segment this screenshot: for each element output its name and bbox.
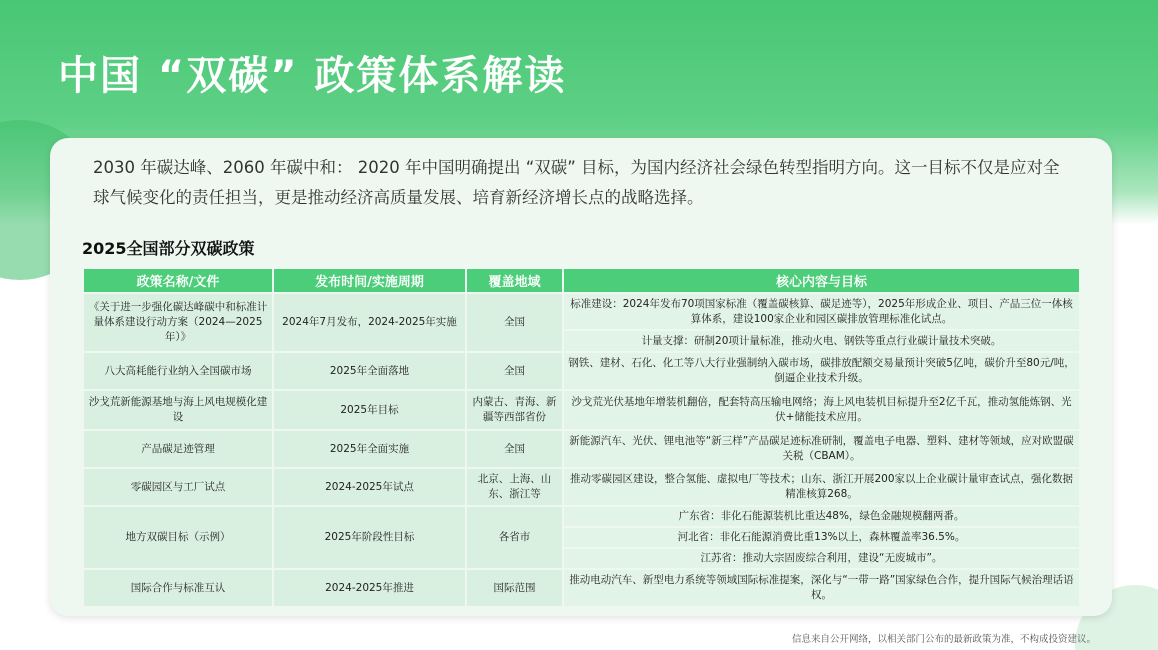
table-row bbox=[84, 431, 1079, 467]
policy-name-cell: 沙戈荒新能源基地与海上风电规模化建设 bbox=[84, 391, 272, 429]
column-header: 发布时间/实施周期 bbox=[274, 269, 465, 292]
table-title: 2025全国部分双碳政策 bbox=[82, 239, 255, 258]
policy-region-cell: 全国 bbox=[467, 353, 562, 389]
policy-content-cell: 推动零碳园区建设，整合氢能、虚拟电厂等技术；山东、浙江开展200家以上企业碳计量审查试点，强化数据精准核算268。 bbox=[564, 469, 1079, 505]
policy-name-cell: 零碳园区与工厂试点 bbox=[84, 469, 272, 505]
policy-time-cell: 2025年目标 bbox=[274, 391, 465, 429]
intro-paragraph: 2030 年碳达峰、2060 年碳中和： 2020 年中国明确提出 “双碳” 目标，为国内经济社会绿色转型指明方向。这一目标不仅是应对全球气候变化的责任担当，更是推动经济高质量发展、培育新经济增长点的战略选择。 bbox=[93, 158, 1060, 207]
policy-name-cell: 地方双碳目标（示例） bbox=[84, 507, 272, 568]
table-row bbox=[84, 294, 1079, 329]
policy-region-cell: 内蒙古、青海、新疆等西部省份 bbox=[467, 391, 562, 429]
policy-content-cell: 沙戈荒光伏基地年增装机翻倍，配套特高压输电网络；海上风电装机目标提升至2亿千瓦，推动氢能炼钢、光伏+储能技术应用。 bbox=[564, 391, 1079, 429]
table-row bbox=[84, 469, 1079, 505]
table-header-row bbox=[84, 269, 1079, 292]
policy-name-cell: 《关于进一步强化碳达峰碳中和标准计量体系建设行动方案（2024—2025年）》 bbox=[84, 294, 272, 351]
policy-name-cell: 国际合作与标准互认 bbox=[84, 570, 272, 606]
policy-content-cell: 标准建设：2024年发布70项国家标准（覆盖碳核算、碳足迹等），2025年形成企业、项目、产品三位一体核算体系，建设100家企业和园区碳排放管理标准化试点。 bbox=[564, 294, 1079, 329]
policy-time-cell: 2024-2025年推进 bbox=[274, 570, 465, 606]
column-header: 覆盖地域 bbox=[467, 269, 562, 292]
policy-time-cell: 2024年7月发布，2024-2025年实施 bbox=[274, 294, 465, 351]
policy-region-cell: 国际范围 bbox=[467, 570, 562, 606]
policy-time-cell: 2024-2025年试点 bbox=[274, 469, 465, 505]
policy-content-cell: 新能源汽车、光伏、锂电池等“新三样”产品碳足迹标准研制，覆盖电子电器、塑料、建材等领域，应对欧盟碳关税（CBAM）。 bbox=[564, 431, 1079, 467]
policy-name-cell: 八大高耗能行业纳入全国碳市场 bbox=[84, 353, 272, 389]
policy-table bbox=[82, 267, 1081, 608]
policy-content-cell: 推动电动汽车、新型电力系统等领域国际标准提案，深化与“一带一路”国家绿色合作，提升国际气候治理话语权。 bbox=[564, 570, 1079, 606]
policy-content-cell: 江苏省：推动大宗固废综合利用，建设“无废城市”。 bbox=[564, 549, 1079, 568]
column-header: 核心内容与目标 bbox=[564, 269, 1079, 292]
table-row bbox=[84, 353, 1079, 389]
policy-time-cell: 2025年全面实施 bbox=[274, 431, 465, 467]
footnote: 信息来自公开网络，以相关部门公布的最新政策为准，不构成投资建议。 bbox=[791, 634, 1096, 645]
policy-time-cell: 2025年全面落地 bbox=[274, 353, 465, 389]
table-row bbox=[84, 507, 1079, 526]
policy-region-cell: 各省市 bbox=[467, 507, 562, 568]
policy-content-cell: 广东省：非化石能源装机比重达48%，绿色金融规模翻两番。 bbox=[564, 507, 1079, 526]
policy-content-cell: 钢铁、建材、石化、化工等八大行业强制纳入碳市场，碳排放配额交易量预计突破5亿吨，碳价升至80元/吨，倒逼企业技术升级。 bbox=[564, 353, 1079, 389]
table-row bbox=[84, 570, 1079, 606]
table-row bbox=[84, 391, 1079, 429]
policy-region-cell: 全国 bbox=[467, 294, 562, 351]
policy-name-cell: 产品碳足迹管理 bbox=[84, 431, 272, 467]
policy-region-cell: 全国 bbox=[467, 431, 562, 467]
policy-region-cell: 北京、上海、山东、浙江等 bbox=[467, 469, 562, 505]
policy-content-cell: 河北省：非化石能源消费比重13%以上，森林覆盖率36.5%。 bbox=[564, 528, 1079, 547]
policy-content-cell: 计量支撑：研制20项计量标准，推动火电、钢铁等重点行业碳计量技术突破。 bbox=[564, 331, 1079, 351]
policy-time-cell: 2025年阶段性目标 bbox=[274, 507, 465, 568]
page-title: 中国 “双碳” 政策体系解读 bbox=[58, 53, 567, 99]
column-header: 政策名称/文件 bbox=[84, 269, 272, 292]
